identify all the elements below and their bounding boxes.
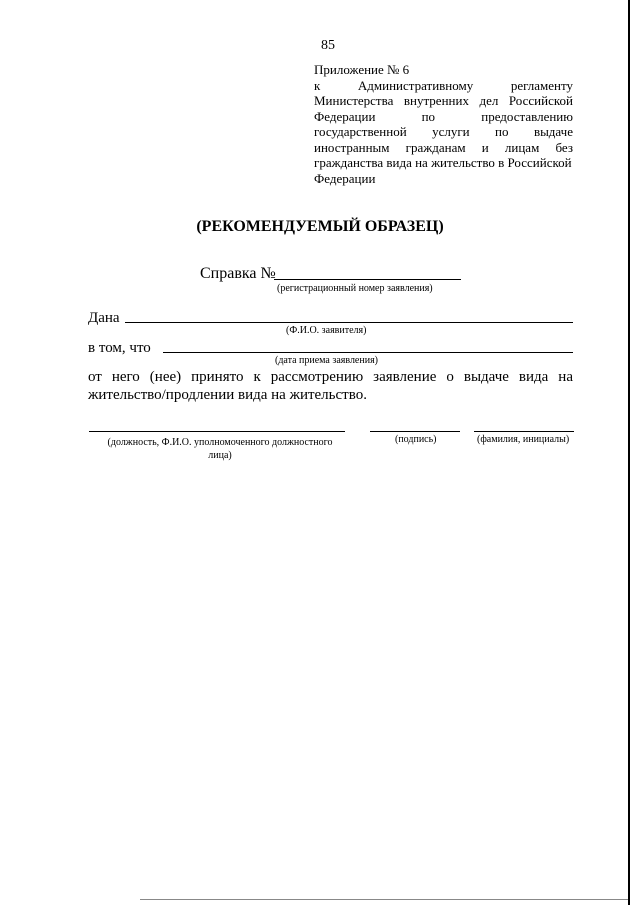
appendix-line: Министерства внутренних дел Российской <box>314 93 573 108</box>
surname-initials-caption: (фамилия, инициалы) <box>477 434 570 445</box>
application-date-caption: (дата приема заявления) <box>275 355 379 366</box>
certificate-label: Справка № <box>200 265 276 282</box>
official-position-caption: (должность, Ф.И.О. уполномоченного должностного лица) <box>107 437 333 461</box>
page-number: 85 <box>321 38 335 53</box>
official-position-field[interactable] <box>89 431 345 432</box>
body-line: от него (нее) принято к рассмотрению заявление о выдаче вида на <box>88 369 573 385</box>
in-that-label: в том, что <box>88 340 151 356</box>
appendix-line: к Административному регламенту <box>314 77 573 93</box>
certificate-number-field[interactable] <box>274 279 461 280</box>
signature-caption: (подпись) <box>395 434 437 445</box>
appendix-line: государственной услуги по выдаче <box>314 124 573 139</box>
scan-edge-bottom <box>140 899 628 900</box>
document-title: (РЕКОМЕНДУЕМЫЙ ОБРАЗЕЦ) <box>196 218 444 235</box>
applicant-name-caption: (Ф.И.О. заявителя) <box>286 325 367 336</box>
body-line: жительство/продлении вида на жительство. <box>88 387 367 403</box>
application-date-field[interactable] <box>163 352 573 353</box>
certificate-body-text <box>88 368 573 404</box>
appendix-line: Федерации <box>314 170 376 186</box>
surname-initials-field[interactable] <box>474 431 574 432</box>
appendix-note <box>314 62 573 186</box>
appendix-line: Приложение № 6 <box>314 62 410 77</box>
scan-edge-right <box>628 0 630 905</box>
certificate-number-caption: (регистрационный номер заявления) <box>277 283 433 294</box>
applicant-name-field[interactable] <box>125 322 573 323</box>
signature-field[interactable] <box>370 431 460 432</box>
issued-to-label: Дана <box>88 310 120 326</box>
appendix-line: гражданства вида на жительство в Российской <box>314 155 572 170</box>
appendix-line: иностранным гражданам и лицам без <box>314 139 573 155</box>
appendix-line: Федерации по предоставлению <box>314 108 573 124</box>
